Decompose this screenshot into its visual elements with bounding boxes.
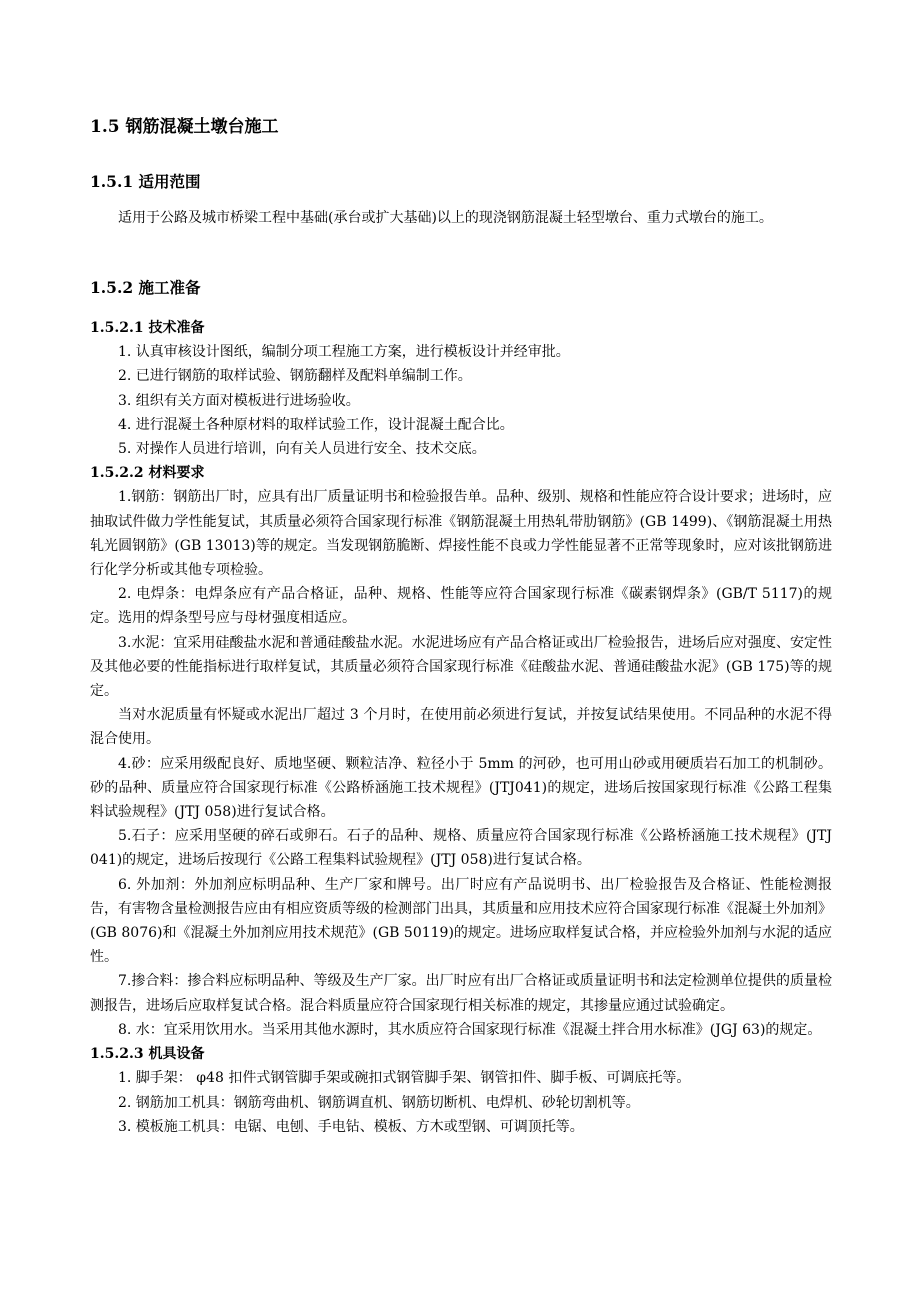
list-item: 2. 已进行钢筋的取样试验、钢筋翻样及配料单编制工作。 [118, 368, 472, 385]
list-item: 3. 组织有关方面对模板进行进场验收。 [118, 392, 360, 409]
material-paragraph: 1.钢筋：钢筋出厂时，应具有出厂质量证明书和检验报告单。品种、级别、规格和性能应符合设计要求；进场时，应抽取试件做力学性能复试，其质量必须符合国家现行标准《钢筋混凝土用热轧带肋钢筋》(GB 1499)、《钢筋混凝土用热轧光圆钢筋》(GB 13013)等的规定。当发现钢筋脆断、焊接性能不良或力学性能显著不正常等现象时，应对该批钢筋进行化学分析或其他专项检验。 [90, 489, 832, 579]
list-item: 2. 钢筋加工机具：钢筋弯曲机、钢筋调直机、钢筋切断机、电焊机、砂轮切割机等。 [118, 1094, 640, 1111]
heading-1-5-1: 1.5.1 适用范围 [90, 172, 201, 191]
heading-technical-prep: 1.5.2.1 技术准备 [90, 320, 205, 336]
material-paragraph: 5.石子：应采用坚硬的碎石或卵石。石子的品种、规格、质量应符合国家现行标准《公路桥涵施工技术规程》(JTJ 041)的规定，进场后按现行《公路工程集料试验规程》(JTJ 058)进行复试合格。 [90, 828, 832, 869]
material-paragraph: 3.水泥：宜采用硅酸盐水泥和普通硅酸盐水泥。水泥进场应有产品合格证或出厂检验报告，进场后应对强度、安定性及其他必要的性能指标进行取样复试，其质量必须符合国家现行标准《硅酸盐水泥、普通硅酸盐水泥》(GB 175)等的规定。 [90, 634, 832, 700]
scope-paragraph: 适用于公路及城市桥梁工程中基础(承台或扩大基础)以上的现浇钢筋混凝土轻型墩台、重力式墩台的施工。 [118, 210, 773, 226]
preparation-block [90, 316, 832, 1139]
list-item: 4. 进行混凝土各种原材料的取样试验工作，设计混凝土配合比。 [118, 416, 514, 433]
list-item: 5. 对操作人员进行培训，向有关人员进行安全、技术交底。 [118, 441, 486, 458]
scope-block [90, 206, 832, 230]
list-item: 1. 脚手架： φ48 扣件式钢管脚手架或碗扣式钢管脚手架、钢管扣件、脚手板、可调底托等。 [118, 1070, 691, 1087]
material-paragraph: 7.掺合料：掺合料应标明品种、等级及生产厂家。出厂时应有出厂合格证或质量证明书和法定检测单位提供的质量检测报告，进场后应取样复试合格。混合料质量应符合国家现行相关标准的规定，其掺量应通过试验确定。 [90, 973, 832, 1014]
material-paragraph: 当对水泥质量有怀疑或水泥出厂超过 3 个月时，在使用前必须进行复试，并按复试结果使用。不同品种的水泥不得混合使用。 [90, 707, 832, 748]
section-title: 1.5 钢筋混凝土墩台施工 [90, 117, 279, 137]
material-paragraph: 4.砂：应采用级配良好、质地坚硬、颗粒洁净、粒径小于 5mm 的河砂，也可用山砂或用硬质岩石加工的机制砂。砂的品种、质量应符合国家现行标准《公路桥涵施工技术规程》(JTJ041)的规定，进场后按国家现行标准《公路工程集料试验规程》(JTJ 058)进行复试合格。 [90, 755, 832, 821]
heading-material-requirements: 1.5.2.2 材料要求 [90, 465, 205, 482]
list-item: 1. 认真审核设计图纸，编制分项工程施工方案，进行模板设计并经审批。 [118, 344, 570, 361]
list-item: 3. 模板施工机具：电锯、电刨、手电钻、模板、方木或型钢、可调顶托等。 [118, 1118, 584, 1135]
material-paragraph: 8. 水：宜采用饮用水。当采用其他水源时，其水质应符合国家现行标准《混凝土拌合用水标准》(JGJ 63)的规定。 [118, 1021, 822, 1038]
material-paragraph: 2. 电焊条：电焊条应有产品合格证，品种、规格、性能等应符合国家现行标准《碳素钢焊条》(GB/T 5117)的规定。选用的焊条型号应与母材强度相适应。 [90, 586, 832, 627]
heading-equipment: 1.5.2.3 机具设备 [90, 1046, 205, 1063]
material-paragraph: 6. 外加剂：外加剂应标明品种、生产厂家和牌号。出厂时应有产品说明书、出厂检验报告及合格证、性能检测报告，有害物含量检测报告应由有相应资质等级的检测部门出具，其质量和应用技术应符合国家现行标准《混凝土外加剂》(GB 8076)和《混凝土外加剂应用技术规范》(GB 50119)的规定。进场应取样复试合格，并应检验外加剂与水泥的适应性。 [90, 876, 832, 966]
heading-1-5-2: 1.5.2 施工准备 [90, 278, 201, 297]
